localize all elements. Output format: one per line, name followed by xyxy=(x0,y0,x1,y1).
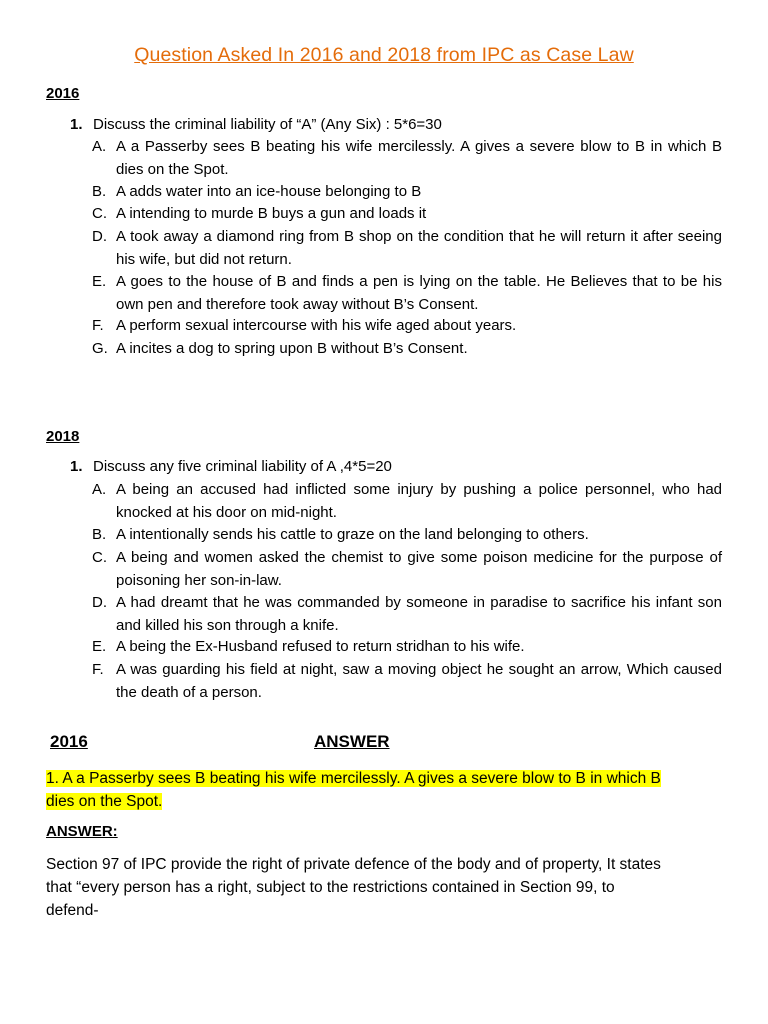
item-text: A incites a dog to spring upon B without B’s Consent. xyxy=(116,340,468,357)
year-heading-2018: 2018 xyxy=(46,428,80,445)
question-number: 1. xyxy=(70,116,83,133)
list-item xyxy=(92,181,722,204)
answer-year-heading: 2016 xyxy=(50,732,88,751)
item-text: A being and women asked the chemist to give some poison medicine for the purpose of poisoning her son-in-law. xyxy=(116,549,722,589)
item-letter: F. xyxy=(92,661,104,678)
answer-heading: ANSWER xyxy=(314,732,390,751)
list-item xyxy=(92,271,722,316)
item-text: A intending to murde B buys a gun and loads it xyxy=(116,205,427,222)
item-letter: C. xyxy=(92,205,107,222)
paragraph-line: that “every person has a right, subject to the restrictions contained in Section 99, to xyxy=(46,879,615,896)
item-text: A was guarding his field at night, saw a moving object he sought an arrow, Which caused the death of a person. xyxy=(116,661,722,701)
item-letter: D. xyxy=(92,228,107,245)
answer-paragraph xyxy=(46,853,726,922)
list-item xyxy=(92,524,722,547)
item-letter: A. xyxy=(92,138,107,155)
item-letter: E. xyxy=(92,273,107,290)
item-text: A being the Ex-Husband refused to return stridhan to his wife. xyxy=(116,638,525,655)
answer-label: ANSWER: xyxy=(46,823,118,840)
list-item xyxy=(92,226,722,271)
item-text: A a Passerby sees B beating his wife mercilessly. A gives a severe blow to B in which B dies on the Spot. xyxy=(116,138,722,178)
highlighted-question xyxy=(46,767,726,813)
item-letter: F. xyxy=(92,317,104,334)
year-heading-2016: 2016 xyxy=(46,85,80,102)
item-text: A intentionally sends his cattle to graze on the land belonging to others. xyxy=(116,526,589,543)
question-text: Discuss any five criminal liability of A ,4*5=20 xyxy=(93,458,392,475)
paragraph-line: Section 97 of IPC provide the right of private defence of the body and of property, It states xyxy=(46,856,661,873)
item-letter: C. xyxy=(92,549,107,566)
question-number: 1. xyxy=(70,458,83,475)
item-letter: B. xyxy=(92,183,107,200)
list-item xyxy=(92,547,722,592)
question-2016 xyxy=(70,114,723,137)
item-text: A adds water into an ice-house belonging to B xyxy=(116,183,422,200)
question-text: Discuss the criminal liability of “A” (Any Six) : 5*6=30 xyxy=(93,116,442,133)
item-text: A had dreamt that he was commanded by someone in paradise to sacrifice his infant son and killed his son through a knife. xyxy=(116,594,722,634)
list-item xyxy=(92,338,722,361)
item-text: A goes to the house of B and finds a pen is lying on the table. He Believes that to be his own pen and therefore took away without B’s Consent. xyxy=(116,273,722,313)
item-letter: G. xyxy=(92,340,108,357)
item-letter: B. xyxy=(92,526,107,543)
question-2018 xyxy=(70,456,723,479)
item-text: A took away a diamond ring from B shop on the condition that he will return it after seeing his wife, but did not return. xyxy=(116,228,722,268)
item-letter: A. xyxy=(92,481,107,498)
item-letter: D. xyxy=(92,594,107,611)
document-title: Question Asked In 2016 and 2018 from IPC as Case Law xyxy=(134,44,634,66)
item-text: A being an accused had inflicted some injury by pushing a police personnel, who had knocked at his door on mid-night. xyxy=(116,481,722,521)
list-item xyxy=(92,592,722,637)
list-item xyxy=(92,659,722,704)
item-letter: E. xyxy=(92,638,107,655)
highlight-line: dies on the Spot. xyxy=(46,793,163,810)
list-item xyxy=(92,479,722,524)
highlight-line: 1. A a Passerby sees B beating his wife mercilessly. A gives a severe blow to B in which B xyxy=(46,770,661,787)
list-item xyxy=(92,203,722,226)
list-item xyxy=(92,636,722,659)
list-item xyxy=(92,136,722,181)
paragraph-line: defend- xyxy=(46,902,99,919)
list-item xyxy=(92,315,722,338)
item-text: A perform sexual intercourse with his wife aged about years. xyxy=(116,317,517,334)
